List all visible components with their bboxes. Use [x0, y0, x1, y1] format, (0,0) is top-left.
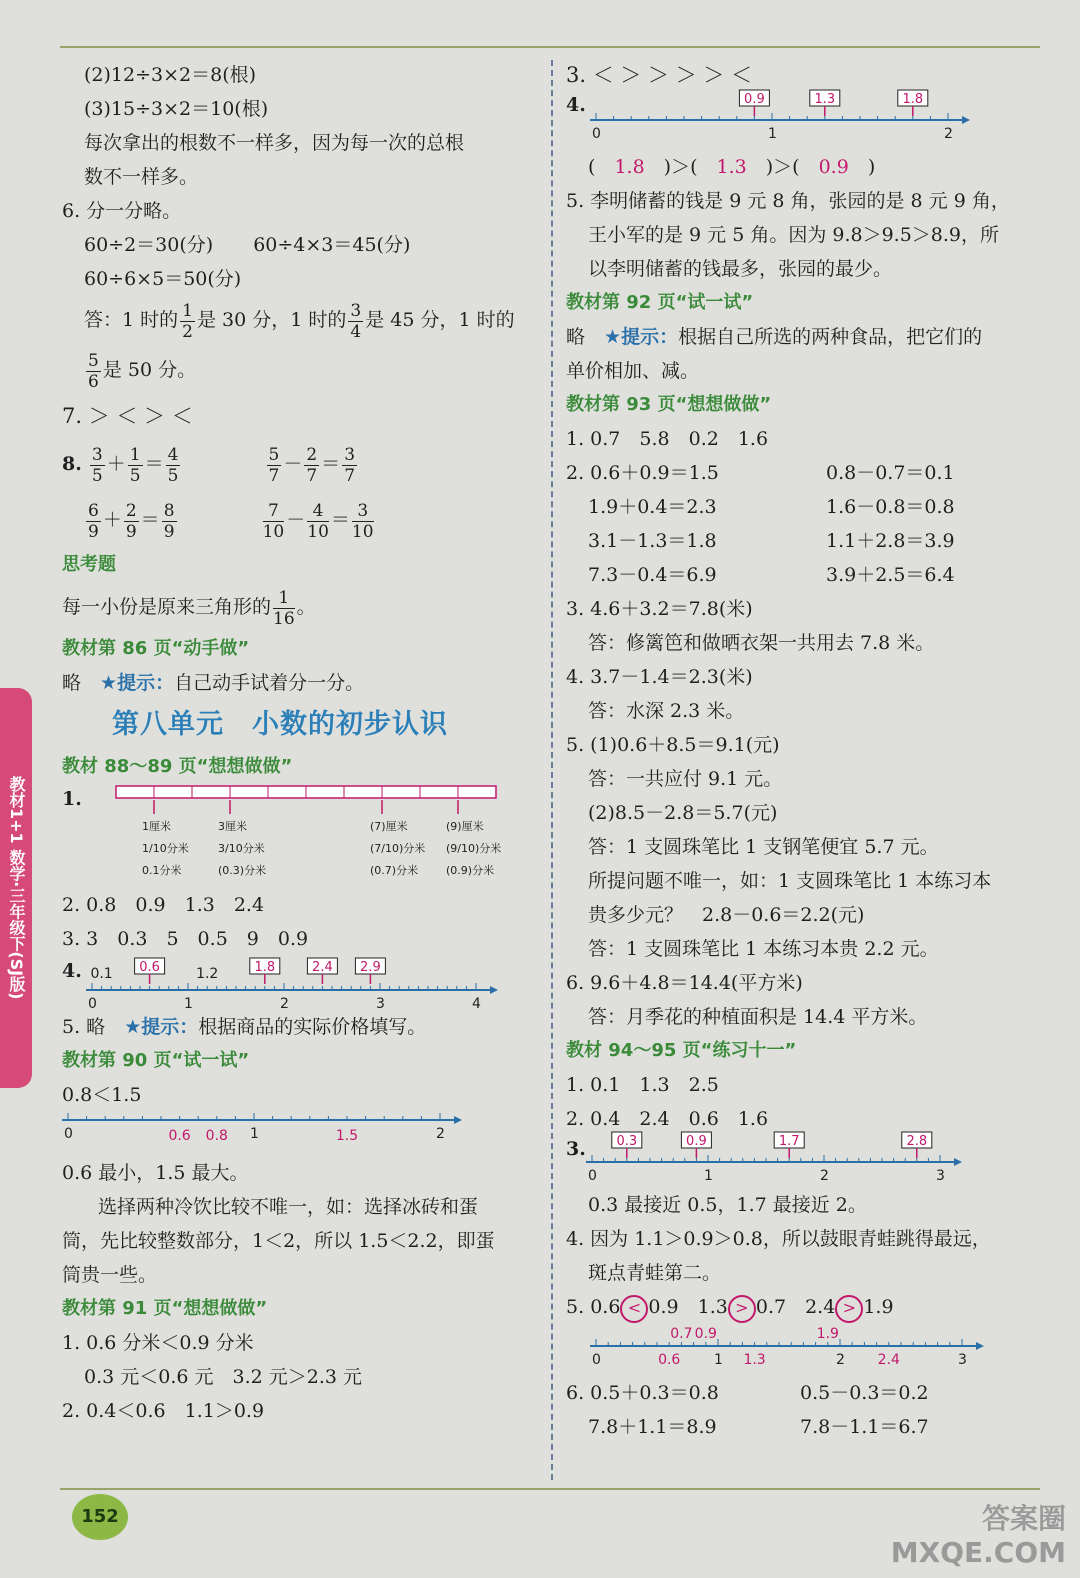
paragraph: 筒贵一些。	[62, 1264, 158, 1286]
answer-fractions-cont: $\frac{5}{6}$ 是 50 分。	[88, 350, 197, 392]
equation-row: 6. 0.5＋0.3＝0.8 0.5－0.3＝0.2	[566, 1382, 929, 1404]
ruler-label: (9)厘米	[446, 820, 484, 833]
ruler-label: (7/10)分米	[370, 842, 426, 855]
answer-94-3a: 0.3 最接近 0.5，1.7 最接近 2。	[588, 1194, 867, 1216]
value-label: 0.3	[616, 1134, 638, 1149]
answer-93-3a: 答：修篱笆和做晒衣架一共用去 7.8 米。	[588, 632, 935, 654]
answer-93-5c: 答：1 支圆珠笔比 1 支钢笔便宜 5.7 元。	[588, 836, 939, 858]
equation-row: 3.1－1.3＝1.8 1.1＋2.8＝3.9	[588, 530, 955, 552]
value-label: 1.7	[778, 1134, 800, 1149]
answer-5-right: 5. 李明储蓄的钱是 9 元 8 角，张园的是 8 元 9 角，	[566, 190, 1010, 212]
section-heading-91: 教材第 91 页“想想做做”	[62, 1298, 268, 1319]
question-7: 7. ＞ ＜ ＞ ＜	[62, 404, 193, 428]
answer-93-5a: 答：一共应付 9.1 元。	[588, 768, 783, 790]
tick-label: 1	[714, 1352, 723, 1368]
tick-label: 1	[250, 1126, 259, 1142]
tick-label: 0	[64, 1126, 73, 1142]
axis-arrow	[454, 1116, 462, 1124]
ruler-label: 0.1分米	[142, 864, 182, 877]
value-label: 1.3	[743, 1352, 766, 1368]
answer-line: 每次拿出的根数不一样多，因为每一次的总根	[84, 132, 465, 154]
ruler-label: (0.3)分米	[218, 864, 267, 877]
answer-91-1: 1. 0.6 分米＜0.9 分米	[62, 1332, 254, 1354]
question-8-row2: $\frac{6}{9}$ ＋ $\frac{2}{9}$ ＝ $\frac{8}{9}$ $\frac{7}{10}$ － $\frac{4}{10}$ ＝ $\frac{3}{10}$	[88, 500, 374, 542]
ruler-label: 1厘米	[142, 820, 171, 833]
fraction: $\frac{1}{2}$	[182, 300, 193, 342]
number-line	[80, 956, 520, 1010]
ruler-diagram	[104, 784, 524, 888]
answer-94-4: 4. 因为 1.1＞0.9＞0.8，所以鼓眼青蛙跳得最远，	[566, 1228, 991, 1250]
ruler-label: 3厘米	[218, 820, 247, 833]
section-heading-90: 教材第 90 页“试一试”	[62, 1050, 250, 1071]
think-answer: 每一小份是原来三角形的 $\frac{1}{16}$ 。	[62, 587, 316, 629]
tick-label: 2	[280, 996, 289, 1010]
paragraph: 筒，先比较整数部分，1＜2，所以 1.5＜2.2，即蛋	[62, 1230, 495, 1252]
section-heading-93: 教材第 93 页“想想做做”	[566, 394, 772, 415]
answer-5-right-cont: 王小军的是 9 元 5 角。因为 9.8＞9.5＞8.9，所	[588, 224, 1000, 246]
column-divider	[551, 60, 553, 1480]
equation-row: 7.8＋1.1＝8.9 7.8－1.1＝6.7	[588, 1416, 929, 1438]
answer-93-5d: 所提问题不唯一，如：1 支圆珠笔比 1 本练习本	[588, 870, 992, 892]
tick-label: 1	[184, 996, 193, 1010]
ordering-answer: ( 1.8 )＞( 1.3 )＞( 0.9 )	[588, 156, 876, 178]
value-label: 1.8	[254, 960, 276, 975]
answer-2: 2. 0.8 0.9 1.3 2.4	[62, 894, 265, 916]
answer-94-2: 2. 0.4 2.4 0.6 1.6	[566, 1108, 769, 1130]
value-label: 0.7	[670, 1326, 693, 1342]
ruler-label: (9/10)分米	[446, 842, 502, 855]
tick-label: 3	[936, 1168, 945, 1184]
ruler-label: (0.7)分米	[370, 864, 419, 877]
fraction: $\frac{3}{4}$	[350, 300, 362, 342]
value-label: 1.3	[814, 92, 836, 107]
value-label: 0.6	[139, 960, 160, 975]
tick-label: 3	[958, 1352, 967, 1368]
fraction: $\frac{1}{16}$	[273, 587, 295, 629]
ruler-label: (7)厘米	[370, 820, 408, 833]
value-label: 0.1	[90, 966, 113, 982]
value-label: 0.9	[694, 1326, 717, 1342]
answer-93-5e: 贵多少元？ 2.8－0.6＝2.2(元)	[588, 904, 865, 926]
section-heading-88: 教材 88～89 页“想想做做”	[62, 756, 293, 777]
tick-label: 2	[944, 126, 953, 142]
right-column	[566, 58, 1046, 1444]
value-label: 2.4	[877, 1352, 900, 1368]
question-8-row1: 8. $\frac{3}{5}$ ＋ $\frac{1}{5}$ ＝ $\frac{4}{5}$ $\frac{5}{7}$ － $\frac{2}{7}$ ＝ $\frac{3}{7}$	[62, 444, 356, 486]
number-line-90	[62, 1112, 542, 1156]
number-line-question-4-right: 4. 0 1 2 0.9 1.3 1.8	[566, 92, 1046, 150]
tip-92: 略 ★提示：根据自己所选的两种食品，把它们的	[566, 326, 983, 348]
value-label: 0.8	[205, 1128, 228, 1144]
answer-94-1: 1. 0.1 1.3 2.5	[566, 1074, 719, 1096]
bottom-rule	[60, 1488, 1040, 1490]
top-rule	[60, 46, 1040, 48]
fraction: $\frac{5}{6}$	[88, 350, 99, 392]
value-label: 2.9	[360, 960, 381, 975]
equation-row: 2. 0.6＋0.9＝1.5 0.8－0.7＝0.1	[566, 462, 955, 484]
watermark: 答案圈 MXQE.COM	[890, 1502, 1066, 1569]
answer-3-right: 3. ＜ ＞ ＞ ＞ ＞ ＜	[566, 63, 753, 87]
number-line	[580, 1128, 1000, 1184]
value-label: 2.8	[906, 1134, 928, 1149]
value-label: 0.6	[658, 1352, 681, 1368]
tick-label: 0	[88, 996, 97, 1010]
answer-fractions: 答：1 时的 $\frac{1}{2}$ 是 30 分，1 时的 $\frac{3}{4}$ 是 45 分，1 时的	[84, 300, 515, 342]
answer-93-4a: 答：水深 2.3 米。	[588, 700, 745, 722]
tip-86: 略 ★提示：自己动手试着分一分。	[62, 672, 365, 694]
answer-93-4: 4. 3.7－1.4＝2.3(米)	[566, 666, 753, 688]
tick-label: 2	[820, 1168, 829, 1184]
tick-label: 2	[836, 1352, 845, 1368]
ruler-label: 3/10分米	[218, 842, 265, 855]
paragraph: 选择两种冷饮比较不唯一，如：选择冰砖和蛋	[98, 1196, 479, 1218]
answer-93-5: 5. (1)0.6＋8.5＝9.1(元)	[566, 734, 780, 756]
answer-line: 数不一样多。	[84, 166, 199, 188]
number-line	[584, 86, 1004, 144]
value-label: 1.9	[816, 1326, 839, 1342]
equation-row: 1.9＋0.4＝2.3 1.6－0.8＝0.8	[588, 496, 955, 518]
ruler-question: 1. 1厘米 1/10分米 0.1分米 3厘米 3/10分米 (0.3)分米 (7)厘米 (7/10)分米 (0.7)分米 (9)厘米 (9/10)分米 (0.9)分米	[62, 784, 542, 888]
axis-arrow	[962, 116, 970, 124]
section-heading-92: 教材第 92 页“试一试”	[566, 292, 754, 313]
value-label: 1.5	[335, 1128, 359, 1144]
answer-93-5f: 答：1 支圆珠笔比 1 本练习本贵 2.2 元。	[588, 938, 939, 960]
think-heading: 思考题	[62, 554, 116, 575]
question-6: 6. 分一分略。	[62, 200, 182, 222]
answer-5-right-cont: 以李明储蓄的钱最多，张园的最少。	[588, 258, 893, 280]
unit-title: 第八单元 小数的初步认识	[112, 709, 448, 740]
number-line	[62, 1104, 482, 1148]
value-label: 0.9	[686, 1134, 707, 1149]
value-label: 1.2	[196, 966, 219, 982]
number-line	[584, 1322, 1024, 1374]
tick-label: 1	[768, 126, 777, 142]
answer-93-5b: (2)8.5－2.8＝5.7(元)	[588, 802, 778, 824]
ruler-label: (0.9)分米	[446, 864, 495, 877]
equation-row: 7.3－0.4＝6.9 3.9＋2.5＝6.4	[588, 564, 955, 586]
section-heading-94: 教材 94～95 页“练习十一”	[566, 1040, 797, 1061]
tick-label: 3	[376, 996, 385, 1010]
number-line-question-3-right: 3. 0 1 2 3 0.3 0.9 1.7 2.8	[566, 1136, 1046, 1188]
number-line-question-4: 4. 0 1 2 3 4 0.1 1.2 0.6 1.8 2.4 2.9	[62, 956, 542, 1010]
tick-label: 0	[592, 1352, 601, 1368]
answer-93-1: 1. 0.7 5.8 0.2 1.6	[566, 428, 769, 450]
number-line-question-5-right	[566, 1324, 1046, 1376]
section-heading-86: 教材第 86 页“动手做”	[62, 638, 250, 659]
value-label: 0.6	[168, 1128, 191, 1144]
value-label: 2.4	[312, 960, 333, 975]
tick-label: 0	[588, 1168, 597, 1184]
value-label: 1.8	[902, 92, 924, 107]
page-number: 152	[72, 1494, 128, 1540]
answer-line: (2)12÷3×2＝8(根)	[84, 64, 257, 86]
answer-5: 5. 略 ★提示：根据商品的实际价格填写。	[62, 1016, 427, 1038]
axis-arrow	[976, 1342, 984, 1350]
value-label: 0.9	[744, 92, 765, 107]
answer-93-6a: 答：月季花的种植面积是 14.4 平方米。	[588, 1006, 928, 1028]
side-tab: 教材1+1 数学·三年级下(SJ版)	[0, 688, 32, 1088]
answer-93-6: 6. 9.6＋4.8＝14.4(平方米)	[566, 972, 803, 994]
axis-arrow	[954, 1158, 962, 1166]
equation-row: 60÷2＝30(分) 60÷4×3＝45(分)	[84, 234, 411, 256]
answer-3: 3. 3 0.3 5 0.5 9 0.9	[62, 928, 309, 950]
answer-91-1b: 0.3 元＜0.6 元 3.2 元＞2.3 元	[84, 1366, 363, 1388]
answer-line: (3)15÷3×2＝10(根)	[84, 98, 269, 120]
answer-94-5: 5. 0.6 < 0.9 1.3 > 0.7 2.4 > 1.9	[566, 1290, 1046, 1324]
left-column	[62, 58, 542, 1428]
tick-label: 1	[704, 1168, 713, 1184]
answer-94-4b: 斑点青蛙第二。	[588, 1262, 722, 1284]
tip-92-cont: 单价相加、减。	[566, 360, 700, 382]
answer-91-2: 2. 0.4＜0.6 1.1＞0.9	[62, 1400, 265, 1422]
compare-90: 0.8＜1.5	[62, 1084, 142, 1106]
tick-label: 2	[436, 1126, 445, 1142]
answer-93-3: 3. 4.6＋3.2＝7.8(米)	[566, 598, 753, 620]
tick-label: 4	[472, 996, 481, 1010]
axis-arrow	[490, 986, 498, 994]
ruler-label: 1/10分米	[142, 842, 189, 855]
equation-row: 60÷6×5＝50(分)	[84, 268, 242, 290]
tick-label: 0	[592, 126, 601, 142]
min-max: 0.6 最小，1.5 最大。	[62, 1162, 249, 1184]
